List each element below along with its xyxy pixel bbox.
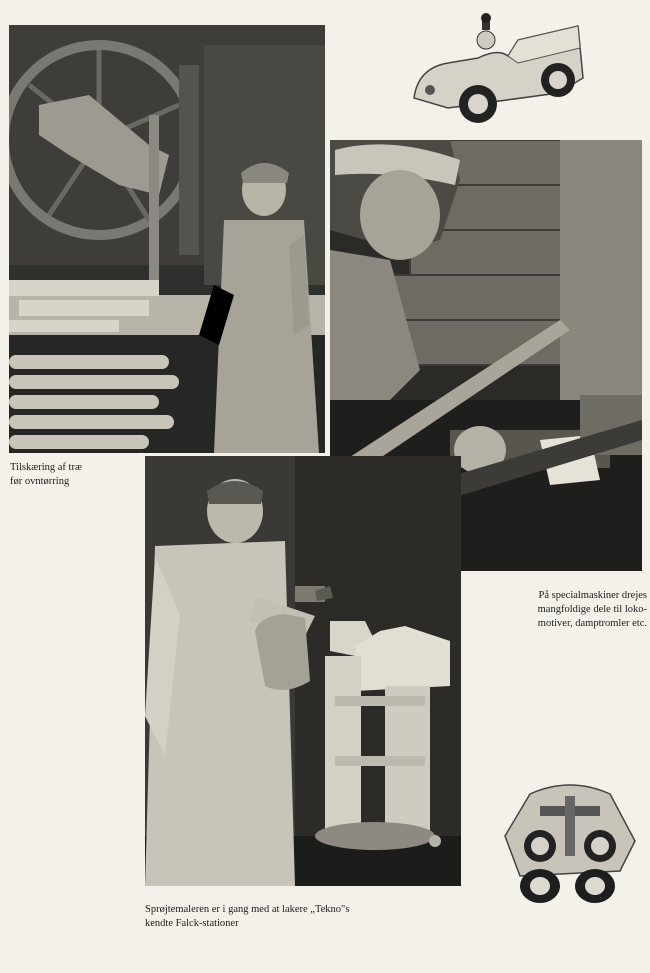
toy-car-icon <box>408 8 586 126</box>
toy-roller-image <box>500 776 642 908</box>
toy-roller-icon <box>500 776 642 908</box>
caption-spray-painter: Sprøjtemaleren er i gang med at lakere „Tekno"s kendte Falck-stationer <box>145 904 350 929</box>
caption-lathe: På specialmaskiner drejes mangfoldige dele til loko- motiver, damptromler etc. <box>537 590 647 629</box>
caption-bandsaw: Tilskæring af træ før ovntørring <box>10 462 82 487</box>
toy-car-image <box>408 8 586 126</box>
bandsaw-image <box>9 25 325 453</box>
photo-spray-painter <box>145 456 461 886</box>
photo-bandsaw-workshop <box>9 25 325 453</box>
spray-painter-image <box>145 456 461 886</box>
